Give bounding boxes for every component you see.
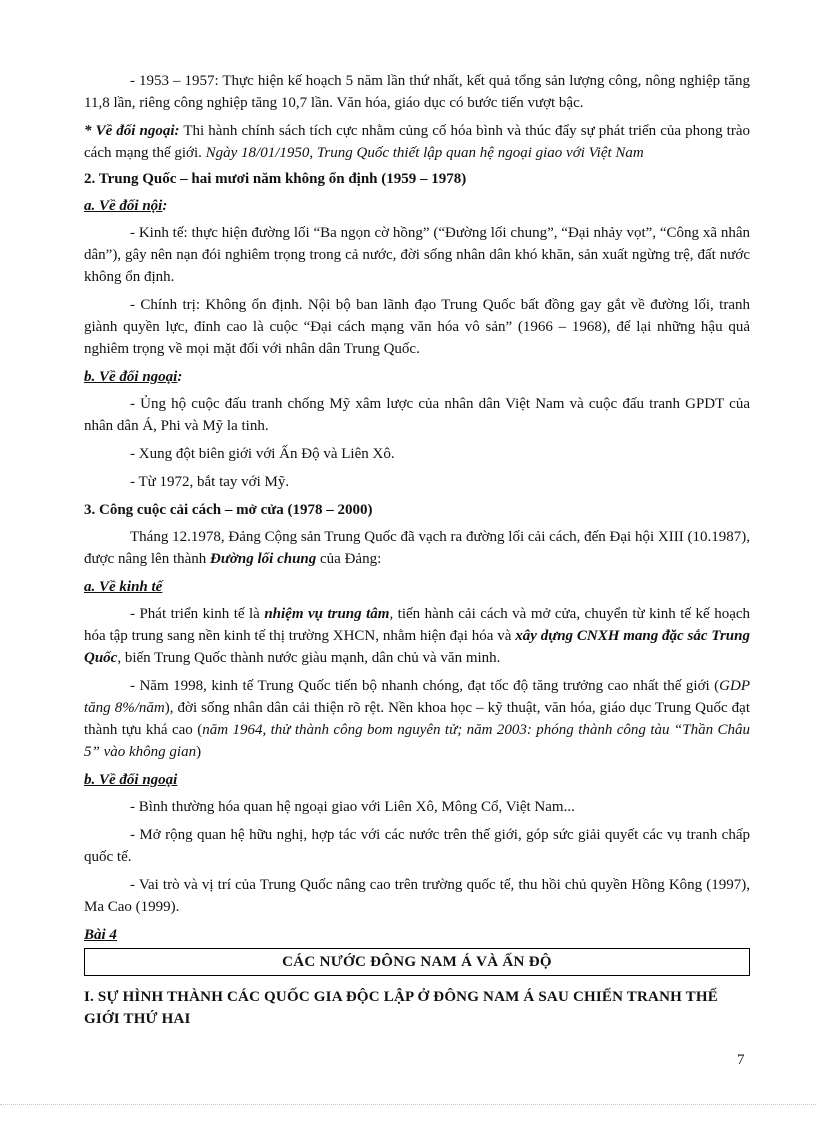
- paragraph-five-year-plan: - 1953 – 1957: Thực hiện kế hoạch 5 năm lần thứ nhất, kết quả tổng sản lượng công, nông nghiệp tăng 11,8 lần, riêng công nghiệp tăng 10,7 lần. Văn hóa, giáo dục có bước tiến vượt bậc.: [84, 73, 750, 111]
- heading-section-3: 3. Công cuộc cải cách – mở cửa (1978 – 2000): [84, 502, 373, 518]
- lesson-label: Bài 4: [84, 927, 117, 943]
- subheading-foreign-text: b. Về đối ngoại: [84, 369, 178, 385]
- subheading-foreign-colon: :: [177, 369, 183, 385]
- paragraph-support-vietnam: - Ủng hộ cuộc đấu tranh chống Mỹ xâm lược của nhân dân Việt Nam và cuộc đấu tranh GPDT của nhân dân Á, Phi và Mỹ la tinh.: [84, 396, 750, 434]
- subheading-foreign-2: [84, 769, 750, 791]
- foreign-policy-text: Thi hành chính sách tích cực nhằm củng cố hóa bình và thúc đẩy sự phát triển của phong trào cách mạng thế giới.: [84, 123, 750, 161]
- reform-intro-emphasis: Đường lối chung: [210, 551, 317, 567]
- subheading-foreign: [84, 366, 750, 388]
- subheading-domestic-text: a. Về đối nội: [84, 198, 163, 214]
- reform-intro-end: của Đảng:: [316, 551, 382, 567]
- paragraph-usa: - Từ 1972, bắt tay với Mỹ.: [130, 474, 290, 490]
- subheading-domestic-colon: :: [162, 198, 168, 214]
- paragraph-foreign-policy: [84, 120, 750, 164]
- reform-intro-text: Tháng 12.1978, Đảng Cộng sản Trung Quốc đã vạch ra đường lối cải cách, đến Đại hội XIII (10.1987), được nâng lên thành: [84, 529, 750, 567]
- growth-text-1: - Năm 1998, kinh tế Trung Quốc tiến bộ nhanh chóng, đạt tốc độ tăng trưởng cao nhất thế giới (: [130, 678, 720, 694]
- heading-section-1: I. SỰ HÌNH THÀNH CÁC QUỐC GIA ĐỘC LẬP Ở ĐÔNG NAM Á SAU CHIẾN TRANH THẾ GIỚI THỨ HAI: [84, 989, 718, 1027]
- lesson-title-box: CÁC NƯỚC ĐÔNG NAM Á VÀ ẤN ĐỘ: [84, 948, 750, 976]
- paragraph-role: - Vai trò và vị trí của Trung Quốc nâng cao trên trường quốc tế, thu hồi chủ quyền Hồng Kông (1997), Ma Cao (1999).: [84, 877, 750, 915]
- econ-dev-text-1: - Phát triển kinh tế là: [130, 606, 265, 622]
- heading-section-2: 2. Trung Quốc – hai mươi năm không ổn định (1959 – 1978): [84, 171, 467, 187]
- growth-italic-1: GDP tăng 8%/năm: [84, 678, 750, 716]
- econ-dev-text-2: , tiến hành cải cách và mở cửa, chuyển từ kinh tế kế hoạch hóa tập trung sang nền kinh tế thị trường XHCN, nhằm hiện đại hóa và: [84, 606, 751, 644]
- foreign-policy-italic: Ngày 18/01/1950, Trung Quốc thiết lập quan hệ ngoại giao với Việt Nam: [205, 145, 644, 161]
- document-body: [84, 70, 750, 1030]
- econ-dev-text-3: , biến Trung Quốc thành nước giàu mạnh, dân chủ và văn minh.: [117, 650, 501, 666]
- paragraph-politics: - Chính trị: Không ổn định. Nội bộ ban lãnh đạo Trung Quốc bất đồng gay gắt về đường lối, tranh giành quyền lực, đỉnh cao là cuộc “Đại cách mạng văn hóa vô sản” (1966 – 1968), để lại những hậu quả nghiêm trọng về mọi mặt đối với nhân dân Trung Quốc.: [84, 297, 750, 357]
- subheading-economy-text: a. Về kinh tế: [84, 579, 163, 595]
- paragraph-economic-development: [84, 603, 750, 669]
- subheading-foreign-2-text: b. Về đối ngoại: [84, 772, 178, 788]
- econ-dev-emphasis-2: xây dựng CNXH mang đặc sắc Trung Quốc: [84, 628, 750, 666]
- growth-text-2: ), đời sống nhân dân cải thiện rõ rệt. Nền khoa học – kỹ thuật, văn hóa, giáo dục Trung Quốc đạt thành tựu khá cao (: [84, 700, 750, 738]
- foreign-policy-label: * Về đối ngoại:: [84, 123, 180, 139]
- paragraph-economy: - Kinh tế: thực hiện đường lối “Ba ngọn cờ hồng” (“Đường lối chung”, “Đại nhảy vọt”, “Công xã nhân dân”), gây nên nạn đói nghiêm trọng trong cả nước, đời sống nhân dân khó khăn, sản xuất ngừng trệ, đất nước không ổn định.: [84, 225, 750, 285]
- econ-dev-emphasis-1: nhiệm vụ trung tâm: [264, 606, 390, 622]
- growth-text-3: ): [196, 744, 202, 760]
- page-border-dotted: [0, 1104, 816, 1106]
- page-number: 7: [737, 1052, 745, 1068]
- subheading-domestic: [84, 195, 750, 217]
- paragraph-cooperation: - Mở rộng quan hệ hữu nghị, hợp tác với các nước trên thế giới, góp sức giải quyết các vụ tranh chấp quốc tế.: [84, 827, 750, 865]
- paragraph-reform-intro: [84, 526, 750, 570]
- subheading-economy: [84, 576, 750, 598]
- paragraph-border-conflict: - Xung đột biên giới với Ấn Độ và Liên Xô.: [130, 446, 395, 462]
- paragraph-1998-growth: [84, 675, 750, 763]
- growth-italic-2: năm 1964, thử thành công bom nguyên tử; năm 2003: phóng thành công tàu “Thần Châu 5” vào không gian: [84, 722, 750, 760]
- paragraph-normalize: - Bình thường hóa quan hệ ngoại giao với Liên Xô, Mông Cổ, Việt Nam...: [130, 799, 575, 815]
